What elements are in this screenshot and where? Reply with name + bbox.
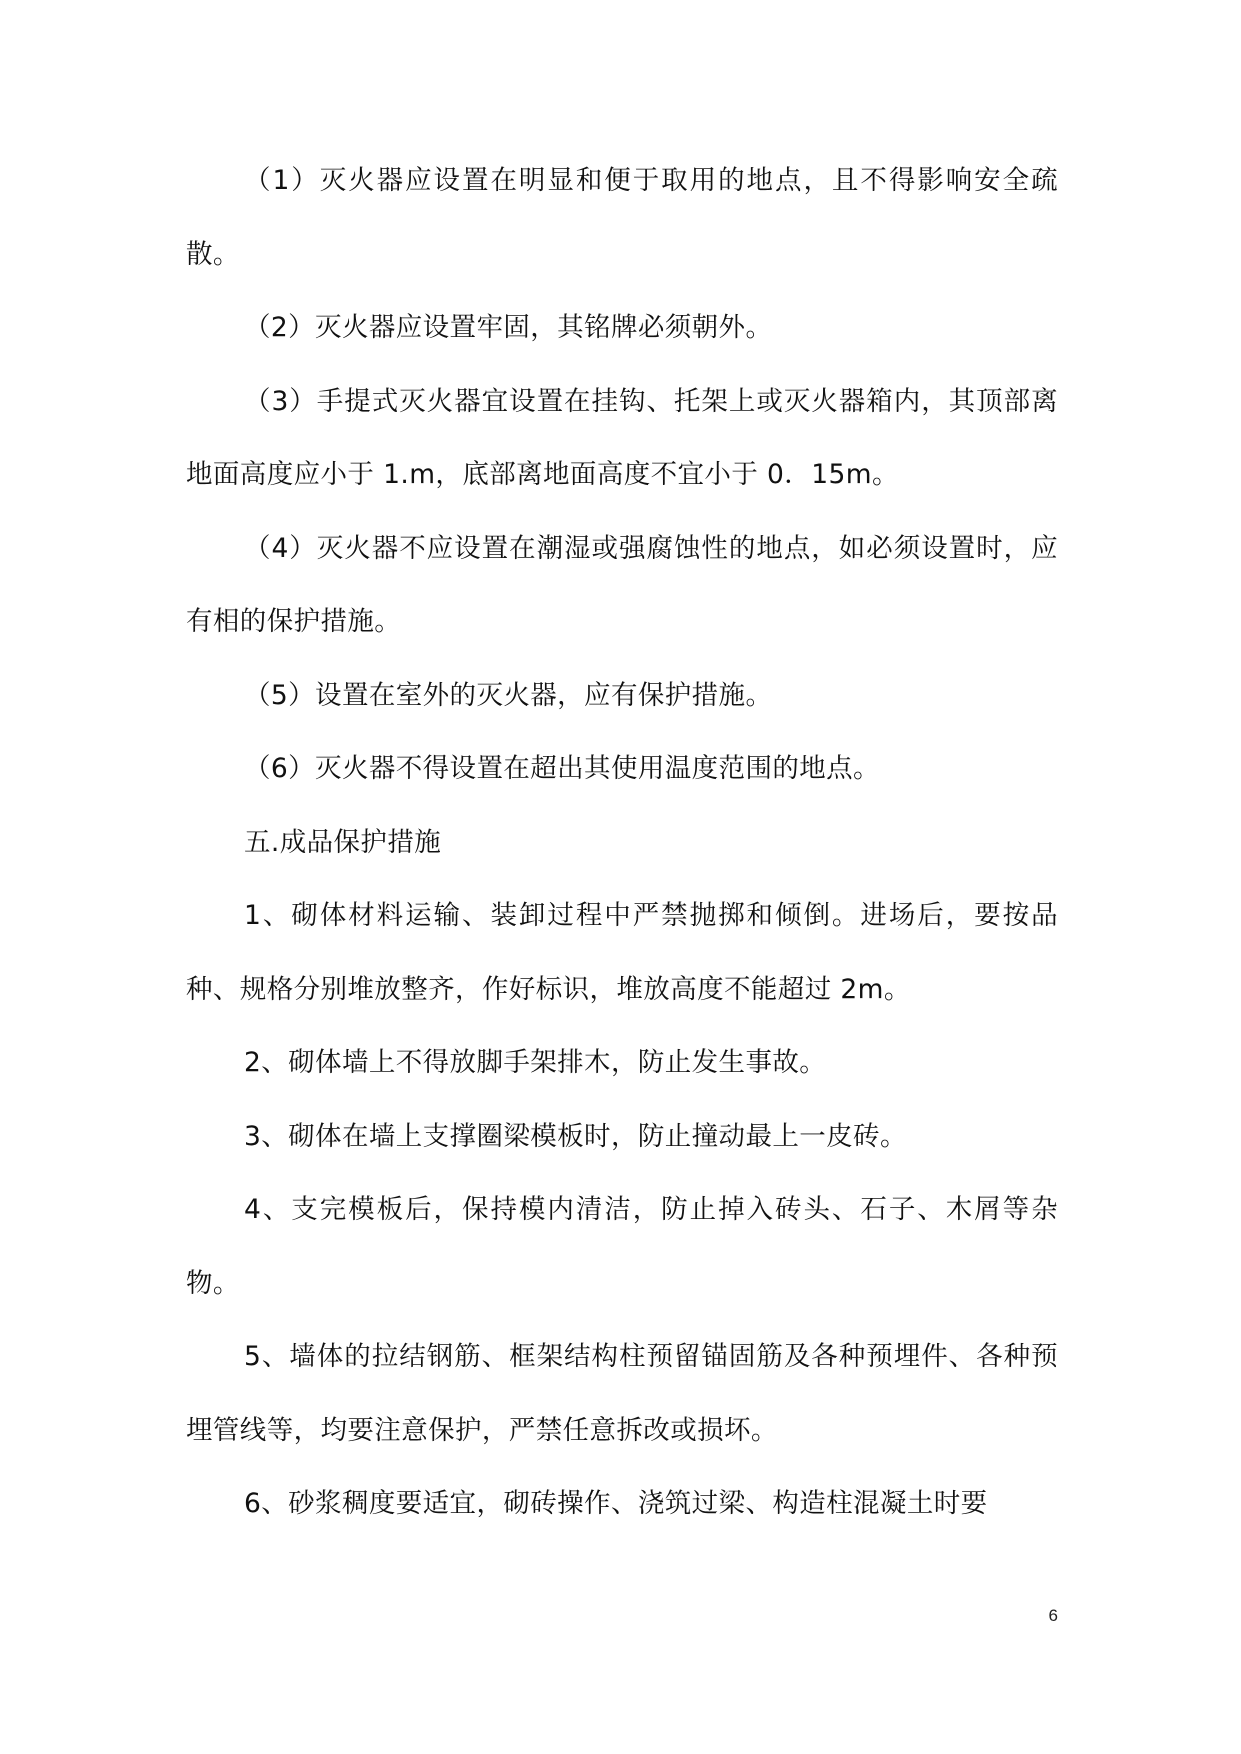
- page-number: 6: [1048, 1606, 1058, 1625]
- paragraph-extinguisher-3: （3）手提式灭火器宜设置在挂钩、托架上或灭火器箱内，其顶部离地面高度应小于 1.m，底部离地面高度不宜小于 0．15m。: [186, 385, 1058, 490]
- paragraph-extinguisher-1: （1）灭火器应设置在明显和便于取用的地点，且不得影响安全疏散。: [186, 165, 1058, 270]
- document-body: [186, 144, 1058, 1541]
- paragraph-protection-4: 4、支完模板后，保持模内清洁，防止掉入砖头、石子、木屑等杂物。: [186, 1194, 1058, 1299]
- paragraph-protection-3: 3、砌体在墙上支撑圈梁模板时，防止撞动最上一皮砖。: [244, 1120, 907, 1152]
- paragraph-protection-6: 6、砂浆稠度要适宜，砌砖操作、浇筑过梁、构造柱混凝土时要: [244, 1488, 988, 1519]
- paragraph-protection-2: 2、砌体墙上不得放脚手架排木，防止发生事故。: [244, 1047, 827, 1078]
- section-heading: 五.成品保护措施: [244, 826, 442, 858]
- paragraph-extinguisher-6: （6）灭火器不得设置在超出其使用温度范围的地点。: [244, 753, 880, 784]
- paragraph-protection-1: 1、砌体材料运输、装卸过程中严禁抛掷和倾倒。进场后，要按品种、规格分别堆放整齐，作好标识，堆放高度不能超过 2m。: [186, 900, 1058, 1005]
- paragraph-protection-5: 5、墙体的拉结钢筋、框架结构柱预留锚固筋及各种预埋件、各种预埋管线等，均要注意保护，严禁任意拆改或损坏。: [186, 1341, 1058, 1446]
- paragraph-extinguisher-4: （4）灭火器不应设置在潮湿或强腐蚀性的地点，如必须设置时，应有相的保护措施。: [186, 532, 1058, 637]
- paragraph-extinguisher-2: （2）灭火器应设置牢固，其铭牌必须朝外。: [244, 312, 773, 343]
- paragraph-extinguisher-5: （5）设置在室外的灭火器，应有保护措施。: [244, 679, 773, 711]
